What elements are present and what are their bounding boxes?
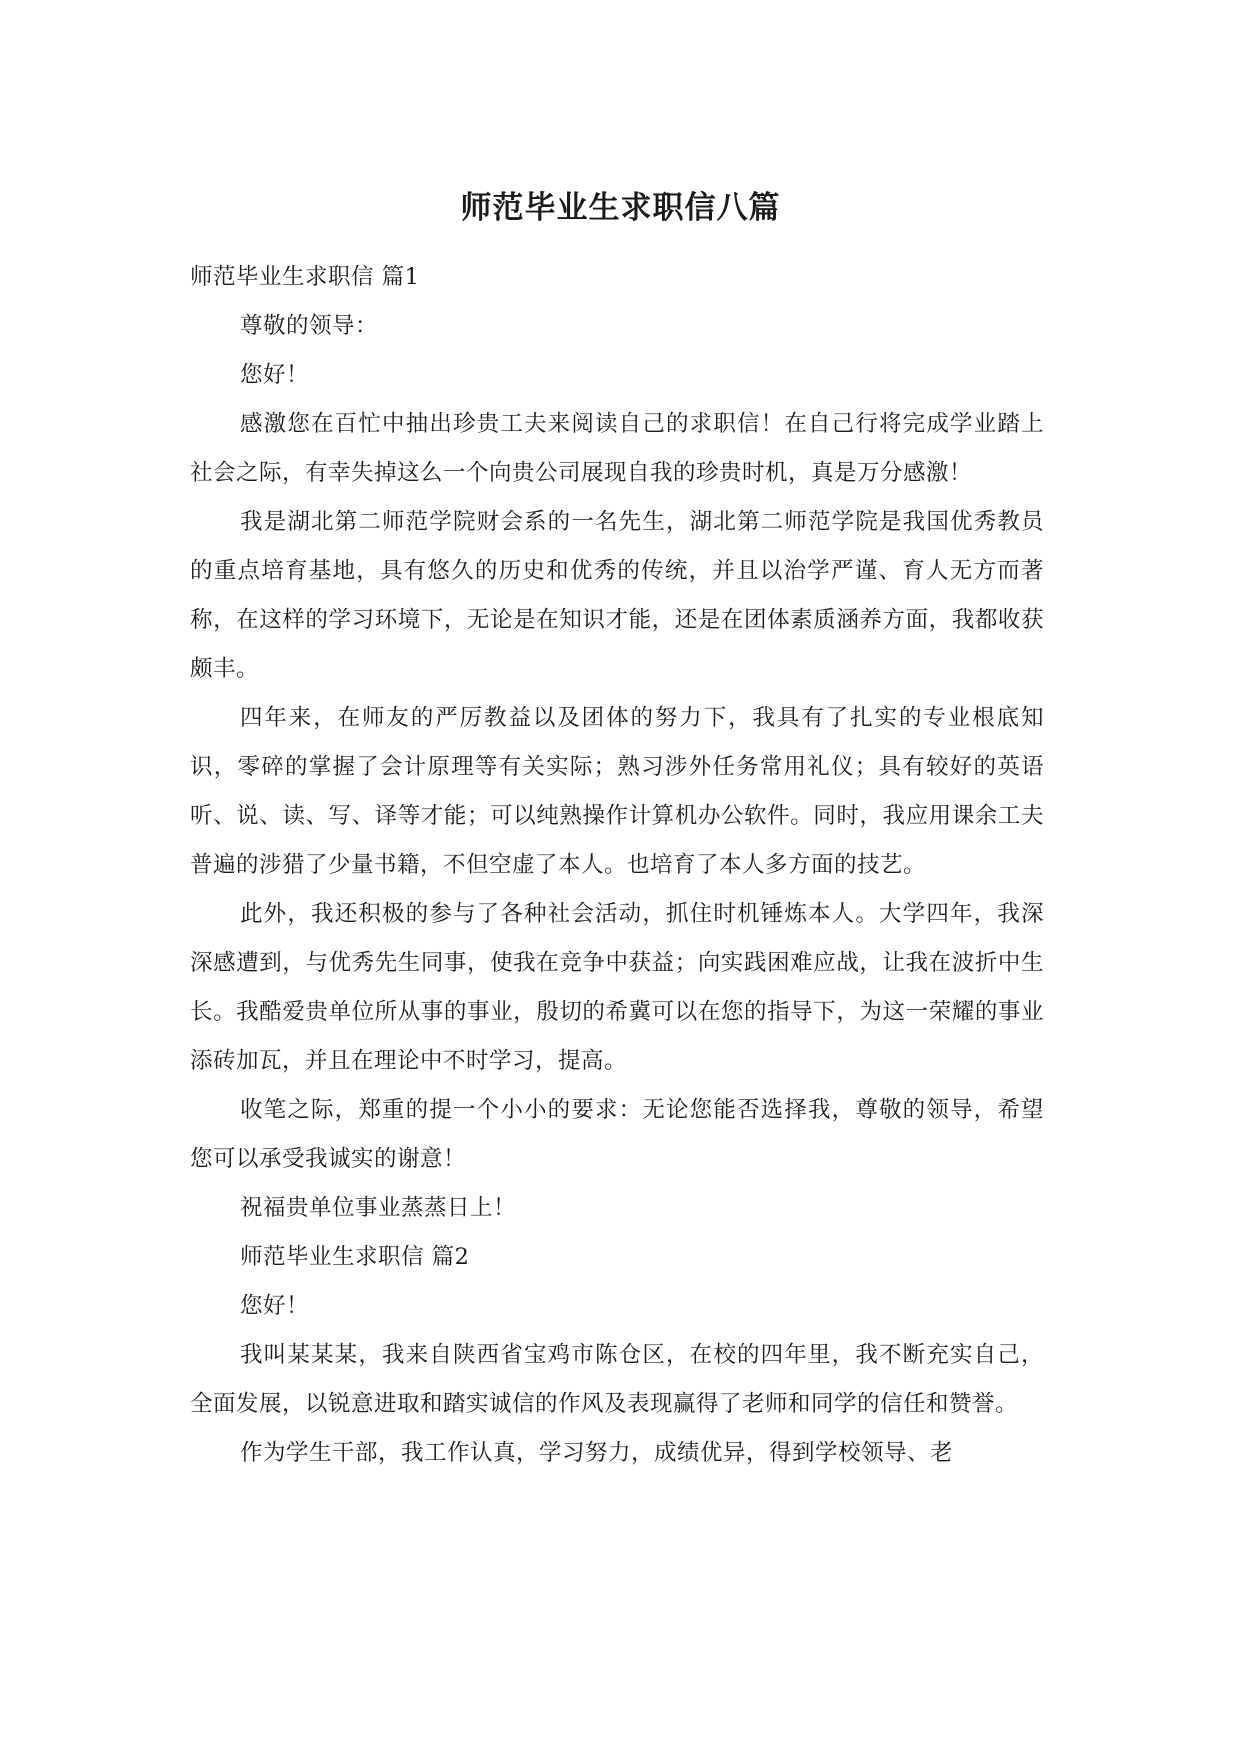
section-heading-2: 师范毕业生求职信 篇2 — [240, 1244, 470, 1270]
paragraph: 作为学生干部，我工作认真，学习努力，成绩优异，得到学校领导、老 — [240, 1440, 954, 1466]
salutation: 尊敬的领导： — [240, 313, 379, 339]
closing-wish: 祝福贵单位事业蒸蒸日上！ — [240, 1195, 517, 1221]
greeting: 您好！ — [240, 1293, 310, 1319]
document-title: 师范毕业生求职信八篇 — [460, 190, 781, 226]
document-body — [190, 253, 1044, 1478]
paragraph: 收笔之际，郑重的提一个小小的要求：无论您能否选择我，尊敬的领导，希望您可以承受我诚实的谢意！ — [190, 1097, 1044, 1172]
paragraph: 感激您在百忙中抽出珍贵工夫来阅读自己的求职信！在自己行将完成学业踏上社会之际，有幸失掉这么一个向贵公司展现自我的珍贵时机，真是万分感激！ — [190, 411, 1044, 486]
paragraph: 我叫某某某，我来自陕西省宝鸡市陈仓区，在校的四年里，我不断充实自己，全面发展，以锐意进取和踏实诚信的作风及表现赢得了老师和同学的信任和赞誉。 — [190, 1342, 1044, 1417]
greeting: 您好！ — [240, 362, 310, 388]
paragraph: 此外，我还积极的参与了各种社会活动，抓住时机锤炼本人。大学四年，我深深感遭到，与优秀先生同事，使我在竞争中获益；向实践困难应战，让我在波折中生长。我酷爱贵单位所从事的事业，殷切的希冀可以在您的指导下，为这一荣耀的事业添砖加瓦，并且在理论中不时学习，提高。 — [190, 901, 1044, 1074]
section-heading-1: 师范毕业生求职信 篇1 — [190, 264, 420, 290]
paragraph: 我是湖北第二师范学院财会系的一名先生，湖北第二师范学院是我国优秀教员的重点培育基地，具有悠久的历史和优秀的传统，并且以治学严谨、育人无方而著称，在这样的学习环境下，无论是在知识才能，还是在团体素质涵养方面，我都收获颇丰。 — [190, 509, 1044, 682]
paragraph: 四年来，在师友的严厉教益以及团体的努力下，我具有了扎实的专业根底知识，零碎的掌握了会计原理等有关实际；熟习涉外任务常用礼仪；具有较好的英语听、说、读、写、译等才能；可以纯熟操作计算机办公软件。同时，我应用课余工夫普遍的涉猎了少量书籍，不但空虚了本人。也培育了本人多方面的技艺。 — [190, 705, 1044, 878]
